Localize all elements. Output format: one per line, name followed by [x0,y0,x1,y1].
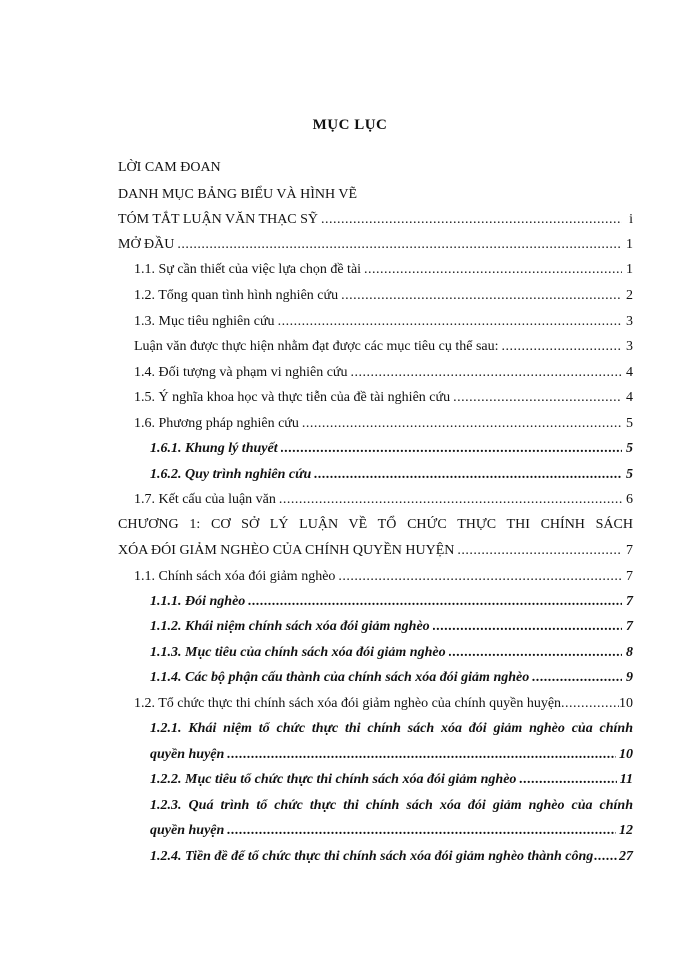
leader-dots [364,260,622,280]
toc-entry-1-6-1[interactable]: 1.6.1. Khung lý thuyết ..... 5 [150,439,633,459]
toc-entry-1-1[interactable]: 1.1. Sự cần thiết của việc lựa chọn đề tài ..... 1 [134,260,633,280]
toc-entry-c1-1-2-3-line1[interactable]: 1.2.3. Quá trình tổ chức thực thi chính sách xóa đói giảm nghèo của chính [150,798,633,813]
leader-dots [453,388,622,408]
toc-entry-c1-1-2-1[interactable]: quyền huyện ..... 10 [150,745,633,765]
page-number: 11 [619,772,633,787]
leader-dots [281,439,622,459]
toc-entry-1-7[interactable]: 1.7. Kết cấu của luận văn ..... 6 [134,490,633,510]
toc-entry-muc-tieu-cu-the[interactable]: Luận văn được thực hiện nhằm đạt được các mục tiêu cụ thể sau: ..... 3 [134,337,633,357]
toc-entry-1-3[interactable]: 1.3. Mục tiêu nghiên cứu ..... 3 [134,312,633,332]
leader-dots [449,643,622,663]
page-number: 7 [626,594,633,609]
toc-entry-1-5[interactable]: 1.5. Ý nghĩa khoa học và thực tiễn của đề tài nghiên cứu ..... 4 [134,388,633,408]
toc-entry-chapter-1[interactable]: XÓA ĐÓI GIẢM NGHÈO CỦA CHÍNH QUYỀN HUYỆN ..... 7 [118,541,633,561]
leader-dots [457,541,622,561]
leader-dots [227,745,616,765]
toc-entry-c1-1-1-4[interactable]: 1.1.4. Các bộ phận cấu thành của chính sách xóa đói giảm nghèo ..... 9 [150,668,633,688]
page-number: 5 [626,441,633,456]
leader-dots [338,567,622,587]
page-number: 5 [626,416,633,431]
leader-dots [314,465,622,485]
page-number: 4 [626,390,633,405]
page-number: 5 [626,467,633,482]
leader-dots [321,210,622,230]
toc-entry-cam-doan[interactable]: LỜI CAM ĐOAN [118,160,221,175]
page-number: 27 [619,849,633,864]
toc-entry-c1-1-2[interactable]: 1.2. Tổ chức thực thi chính sách xóa đói giảm nghèo của chính quyền huyện ..... 10 [134,694,633,714]
toc-entry-c1-1-2-1-line1[interactable]: 1.2.1. Khái niệm tổ chức thực thi chính sách xóa đói giảm nghèo của chính [150,721,633,736]
page-number: 4 [626,365,633,380]
toc-entry-1-6[interactable]: 1.6. Phương pháp nghiên cứu ..... 5 [134,414,633,434]
leader-dots [519,770,616,790]
page-number: 3 [626,339,633,354]
toc-entry-danh-muc[interactable]: DANH MỤC BẢNG BIỂU VÀ HÌNH VẼ [118,187,358,202]
page-number: 1 [626,237,633,252]
leader-dots [227,821,616,841]
page-number: 7 [626,569,633,584]
page-title: MỤC LỤC [312,117,388,133]
toc-entry-tom-tat[interactable]: TÓM TẮT LUẬN VĂN THẠC SỸ ..... i [118,210,633,230]
page-number: 10 [619,696,633,711]
toc-entry-mo-dau[interactable]: MỞ ĐẦU ..... 1 [118,235,633,255]
leader-dots [351,363,623,383]
page-number: 7 [626,543,633,558]
leader-dots [594,847,618,867]
leader-dots [433,617,622,637]
toc-entry-c1-1-1-3[interactable]: 1.1.3. Mục tiêu của chính sách xóa đói giảm nghèo ..... 8 [150,643,633,663]
toc-entry-c1-1-2-2[interactable]: 1.2.2. Mục tiêu tổ chức thực thi chính sách xóa đói giảm nghèo ..... 11 [150,770,633,790]
toc-entry-c1-1-1[interactable]: 1.1. Chính sách xóa đói giảm nghèo ..... 7 [134,567,633,587]
leader-dots [279,490,622,510]
leader-dots [502,337,623,357]
leader-dots [278,312,622,332]
toc-entry-1-4[interactable]: 1.4. Đối tượng và phạm vi nghiên cứu ..... 4 [134,363,633,383]
leader-dots [248,592,622,612]
page-number: 3 [626,314,633,329]
page-number: 2 [626,288,633,303]
leader-dots [561,694,619,714]
leader-dots [341,286,622,306]
leader-dots [532,668,622,688]
page-number: 8 [626,645,633,660]
page-number: 1 [626,262,633,277]
page-number: i [629,212,633,227]
toc-entry-c1-1-1-2[interactable]: 1.1.2. Khái niệm chính sách xóa đói giảm nghèo ..... 7 [150,617,633,637]
page-number: 9 [626,670,633,685]
toc-entry-c1-1-1-1[interactable]: 1.1.1. Đói nghèo ..... 7 [150,592,633,612]
leader-dots [302,414,622,434]
toc-entry-1-6-2[interactable]: 1.6.2. Quy trình nghiên cứu ..... 5 [150,465,633,485]
toc-entry-c1-1-2-4[interactable]: 1.2.4. Tiền đề để tổ chức thực thi chính sách xóa đói giảm nghèo thành công ..... 27 [150,847,633,867]
page-number: 12 [619,823,633,838]
leader-dots [177,235,622,255]
toc-entry-c1-1-2-3[interactable]: quyền huyện ..... 12 [150,821,633,841]
page-number: 7 [626,619,633,634]
toc-chapter-1-line1[interactable]: CHƯƠNG 1: CƠ SỞ LÝ LUẬN VỀ TỔ CHỨC THỰC THI CHÍNH SÁCH [118,517,633,532]
toc-entry-1-2[interactable]: 1.2. Tổng quan tình hình nghiên cứu ..... 2 [134,286,633,306]
page-number: 6 [626,492,633,507]
page-number: 10 [619,747,633,762]
